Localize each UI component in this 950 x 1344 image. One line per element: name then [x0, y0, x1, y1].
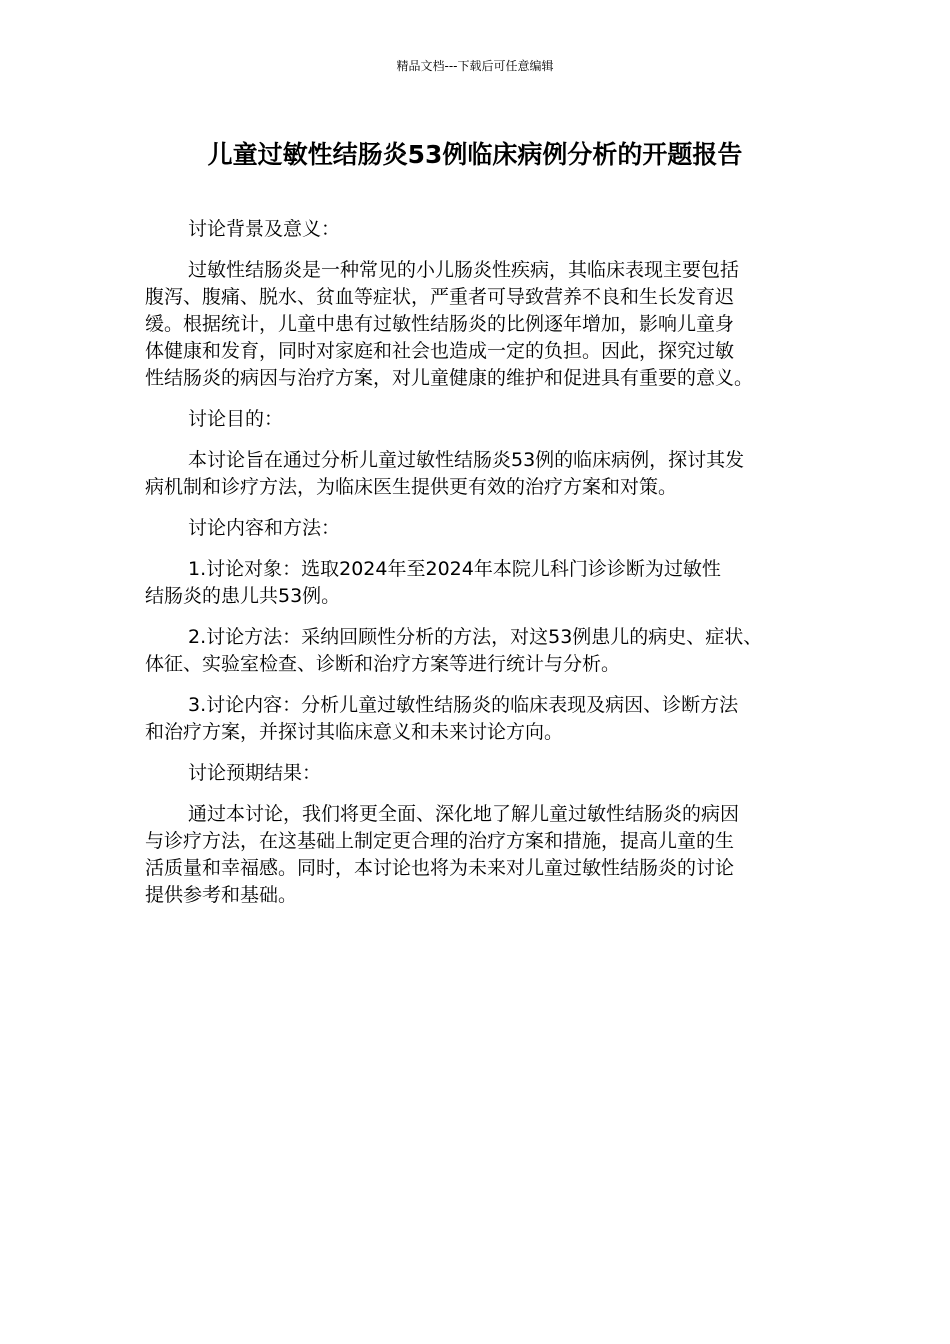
paragraph-line: 1.讨论对象：选取2024年至2024年本院儿科门诊诊断为过敏性: [188, 558, 721, 580]
paragraph: [145, 515, 795, 542]
paragraph-line: 腹泻、腹痛、脱水、贫血等症状，严重者可导致营养不良和生长发育迟: [145, 286, 735, 308]
paragraph-line: 过敏性结肠炎是一种常见的小儿肠炎性疾病，其临床表现主要包括: [188, 259, 740, 281]
paragraph-line: 活质量和幸福感。同时，本讨论也将为未来对儿童过敏性结肠炎的讨论: [145, 857, 735, 879]
paragraph-line: 通过本讨论，我们将更全面、深化地了解儿童过敏性结肠炎的病因: [188, 803, 740, 825]
paragraph: [145, 406, 795, 433]
paragraph-line: 讨论背景及意义：: [188, 218, 341, 240]
paragraph: [145, 692, 795, 746]
paragraph: [145, 624, 795, 678]
document-body: [145, 216, 795, 923]
page-header: 精品文档---下载后可任意编辑: [396, 59, 554, 73]
paragraph-line: 体健康和发育，同时对家庭和社会也造成一定的负担。因此，探究过敏: [145, 340, 735, 362]
paragraph-line: 讨论预期结果：: [188, 762, 322, 784]
paragraph-line: 体征、实验室检查、诊断和治疗方案等进行统计与分析。: [145, 653, 621, 675]
paragraph: [145, 760, 795, 787]
paragraph-line: 本讨论旨在通过分析儿童过敏性结肠炎53例的临床病例，探讨其发: [188, 449, 745, 471]
paragraph-line: 和治疗方案，并探讨其临床意义和未来讨论方向。: [145, 721, 564, 743]
paragraph-line: 性结肠炎的病因与治疗方案，对儿童健康的维护和促进具有重要的意义。: [145, 367, 754, 389]
paragraph-line: 与诊疗方法，在这基础上制定更合理的治疗方案和措施，提高儿童的生: [145, 830, 735, 852]
paragraph: [145, 556, 795, 610]
paragraph-line: 讨论内容和方法：: [188, 517, 341, 539]
paragraph: [145, 216, 795, 243]
paragraph-line: 2.讨论方法：采纳回顾性分析的方法，对这53例患儿的病史、症状、: [188, 626, 763, 648]
document-title: 儿童过敏性结肠炎53例临床病例分析的开题报告: [207, 140, 743, 169]
paragraph-line: 病机制和诊疗方法，为临床医生提供更有效的治疗方案和对策。: [145, 476, 678, 498]
paragraph-line: 3.讨论内容：分析儿童过敏性结肠炎的临床表现及病因、诊断方法: [188, 694, 739, 716]
paragraph-line: 提供参考和基础。: [145, 884, 298, 906]
paragraph-line: 结肠炎的患儿共53例。: [145, 585, 341, 607]
paragraph-line: 缓。根据统计，儿童中患有过敏性结肠炎的比例逐年增加，影响儿童身: [145, 313, 735, 335]
paragraph: [145, 801, 795, 909]
paragraph-line: 讨论目的：: [188, 408, 284, 430]
paragraph: [145, 257, 795, 392]
paragraph: [145, 447, 795, 501]
